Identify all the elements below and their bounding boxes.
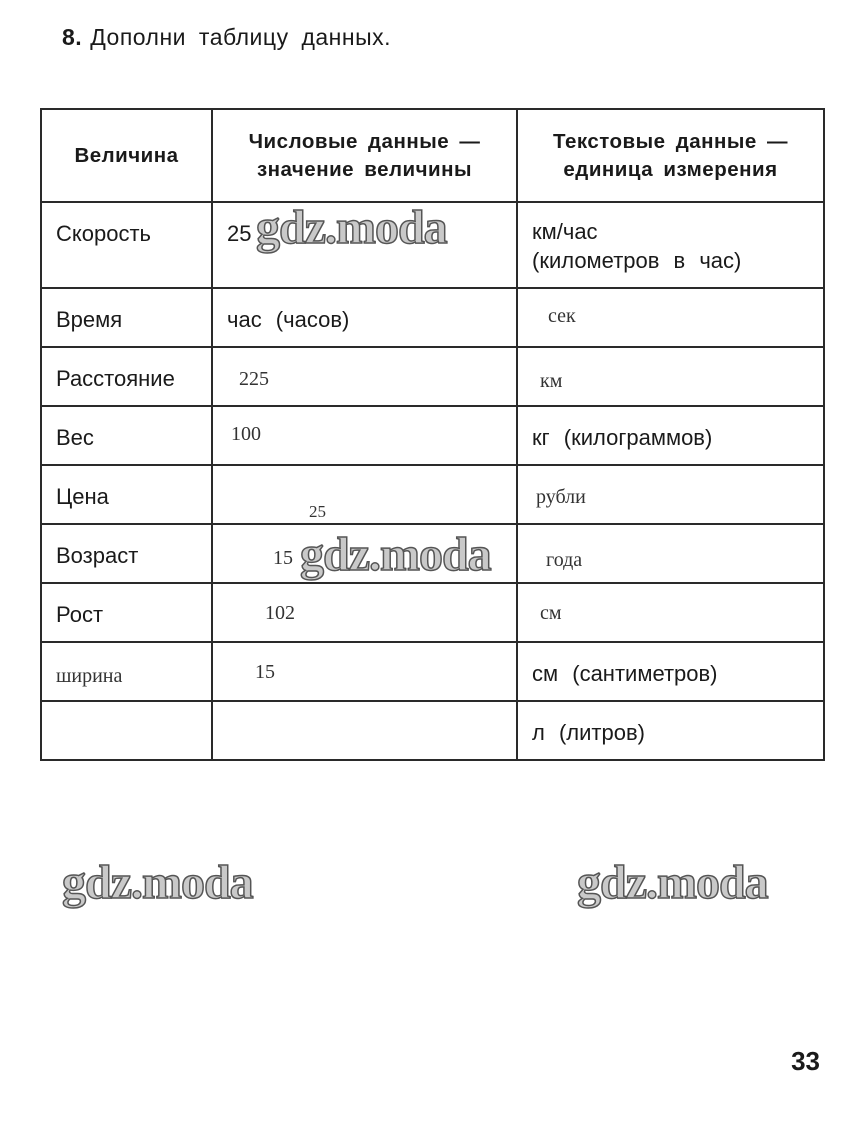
table-row	[41, 465, 824, 524]
watermark: gdz.moda	[577, 856, 768, 909]
quantity-cell	[41, 406, 212, 465]
quantity-cell	[41, 583, 212, 642]
quantity-cell	[41, 202, 212, 288]
unit-cell	[517, 406, 824, 465]
unit-text: км	[540, 370, 563, 392]
table-row	[41, 642, 824, 701]
unit-text: года	[546, 549, 583, 571]
task-text: Дополни таблицу данных.	[90, 24, 391, 50]
unit-cell	[517, 288, 824, 347]
value-cell	[212, 288, 517, 347]
quantity-label: Цена	[56, 484, 109, 509]
quantity-cell	[41, 701, 212, 760]
unit-text: см (сантиметров)	[532, 661, 718, 686]
unit-cell	[517, 524, 824, 583]
page-number: 33	[791, 1046, 820, 1076]
value-text: 25	[227, 221, 252, 246]
value-text: час (часов)	[227, 307, 350, 332]
unit-cell	[517, 465, 824, 524]
quantity-cell	[41, 524, 212, 583]
quantity-label: Возраст	[56, 543, 139, 568]
quantity-cell	[41, 642, 212, 701]
watermark: gdz.moda	[62, 856, 253, 909]
unit-cell	[517, 347, 824, 406]
unit-cell	[517, 701, 824, 760]
quantity-label: Рост	[56, 602, 104, 627]
value-text: 25	[309, 502, 326, 521]
header-quantity: Величина	[41, 109, 212, 202]
value-cell	[212, 642, 517, 701]
value-text: 100	[231, 423, 261, 445]
quantity-label: Вес	[56, 425, 94, 450]
table-row	[41, 347, 824, 406]
header-numeric-data: Числовые данные — значение величины	[212, 109, 517, 202]
table-row	[41, 406, 824, 465]
value-cell	[212, 406, 517, 465]
unit-text: сек	[548, 305, 576, 327]
unit-text: см	[540, 602, 562, 624]
task-number: 8.	[62, 24, 83, 50]
table-row	[41, 701, 824, 760]
value-text: 15	[273, 547, 293, 569]
unit-text: рубли	[536, 486, 586, 508]
value-cell	[212, 701, 517, 760]
watermark: gdz.moda	[256, 201, 447, 254]
task-heading	[62, 24, 391, 51]
unit-cell	[517, 583, 824, 642]
value-text: 15	[255, 661, 275, 683]
unit-text: л (литров)	[532, 720, 645, 745]
quantity-label: Скорость	[56, 221, 152, 246]
unit-cell	[517, 642, 824, 701]
value-text: 102	[265, 602, 295, 624]
value-cell	[212, 347, 517, 406]
header-text-data: Текстовые данные — единица измерения	[517, 109, 824, 202]
table-row	[41, 583, 824, 642]
quantity-cell	[41, 347, 212, 406]
value-text: 225	[239, 368, 269, 390]
unit-cell	[517, 202, 824, 288]
quantity-cell	[41, 465, 212, 524]
quantity-cell	[41, 288, 212, 347]
value-cell	[212, 583, 517, 642]
quantity-label: Расстояние	[56, 366, 175, 391]
table-header-row	[41, 109, 824, 202]
watermark: gdz.moda	[300, 528, 491, 581]
table-row	[41, 288, 824, 347]
quantity-label: Время	[56, 307, 123, 332]
unit-note: (километров в час)	[532, 248, 742, 273]
unit-text: км/час	[532, 219, 598, 244]
quantity-label: ширина	[56, 665, 123, 687]
value-cell	[212, 465, 517, 524]
unit-text: кг (килограммов)	[532, 425, 713, 450]
